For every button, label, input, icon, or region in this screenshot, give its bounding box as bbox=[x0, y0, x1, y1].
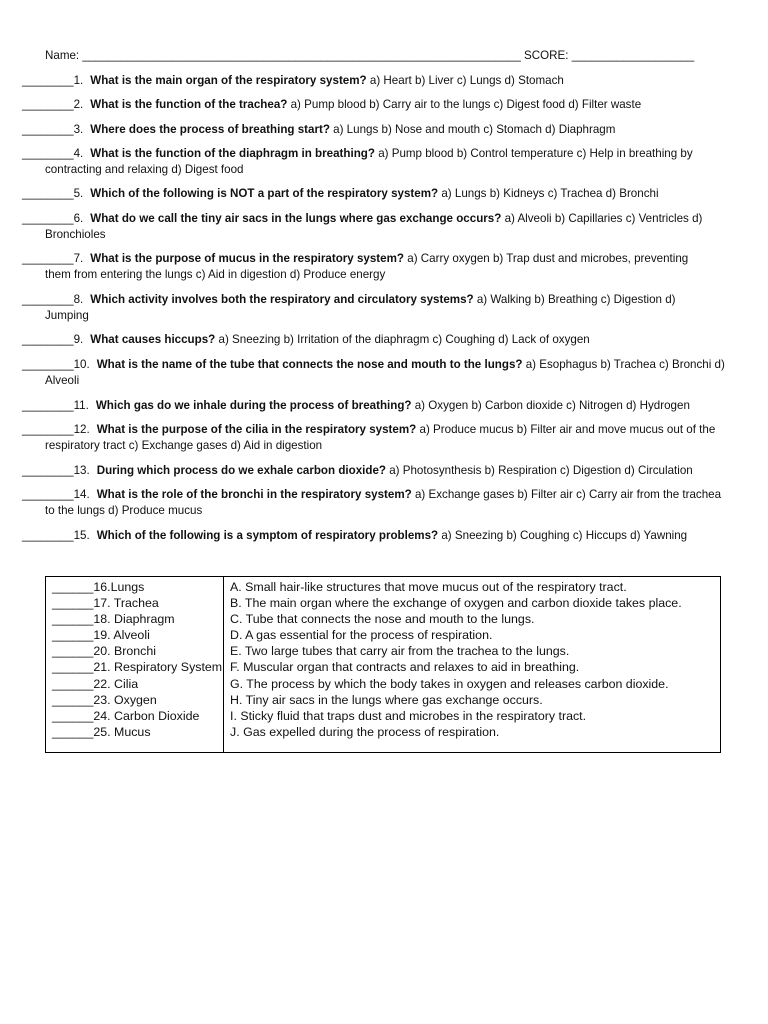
question-text: What is the purpose of mucus in the respiratory system? bbox=[90, 252, 405, 265]
question-number: 11. bbox=[73, 399, 89, 412]
answer-blank: ________ bbox=[22, 187, 74, 200]
question-item bbox=[22, 73, 750, 89]
answer-options-continued: them from entering the lungs c) Aid in digestion d) Produce energy bbox=[45, 267, 386, 281]
answer-options: a) Walking b) Breathing c) Digestion d) bbox=[476, 293, 676, 306]
matching-term: ______24. Carbon Dioxide bbox=[52, 708, 200, 723]
matching-definition: J. Gas expelled during the process of respiration. bbox=[230, 724, 500, 739]
answer-options: a) Photosynthesis b) Respiration c) Digestion d) Circulation bbox=[389, 464, 693, 477]
question-item bbox=[22, 487, 750, 518]
question-text: Which activity involves both the respiratory and circulatory systems? bbox=[90, 293, 474, 306]
answer-blank: ________ bbox=[22, 529, 74, 542]
answer-blank: ________ bbox=[22, 74, 74, 87]
matching-term: ______17. Trachea bbox=[52, 596, 159, 611]
question-item bbox=[22, 463, 750, 479]
answer-blank: ________ bbox=[22, 252, 74, 265]
question-number: 5. bbox=[73, 187, 84, 200]
matching-definition: B. The main organ where the exchange of oxygen and carbon dioxide takes place. bbox=[230, 596, 682, 611]
question-number: 13. bbox=[73, 464, 90, 477]
question-text: Which gas do we inhale during the process of breathing? bbox=[95, 399, 412, 412]
answer-options: a) Alveoli b) Capillaries c) Ventricles d) bbox=[504, 212, 703, 225]
matching-term: ______18. Diaphragm bbox=[52, 612, 175, 627]
answer-options-continued: Alveoli bbox=[45, 373, 80, 387]
matching-term: ______16.Lungs bbox=[52, 580, 145, 594]
question-text: What is the purpose of the cilia in the respiratory system? bbox=[96, 423, 417, 436]
answer-options: a) Exchange gases b) Filter air c) Carry air from the trachea bbox=[414, 488, 722, 501]
matching-term: ______20. Bronchi bbox=[52, 644, 157, 659]
answer-blank: ________ bbox=[22, 399, 74, 412]
question-number: 12. bbox=[73, 423, 90, 436]
question-text: What causes hiccups? bbox=[90, 333, 216, 346]
question-number: 4. bbox=[73, 147, 84, 160]
answer-blank: ________ bbox=[22, 333, 74, 346]
answer-blank: ________ bbox=[22, 98, 74, 111]
question-text: What is the function of the trachea? bbox=[90, 98, 288, 111]
question-text: Which of the following is NOT a part of the respiratory system? bbox=[90, 187, 439, 200]
question-number: 6. bbox=[73, 212, 84, 225]
question-text: What is the name of the tube that connects the nose and mouth to the lungs? bbox=[96, 358, 523, 371]
answer-blank: ________ bbox=[22, 212, 74, 225]
answer-options: a) Pump blood b) Carry air to the lungs c) Digest food d) Filter waste bbox=[290, 98, 642, 111]
question-text: Which of the following is a symptom of respiratory problems? bbox=[96, 529, 439, 542]
answer-blank: ________ bbox=[22, 147, 74, 160]
matching-definition: G. The process by which the body takes in oxygen and releases carbon dioxide. bbox=[230, 676, 669, 691]
question-item bbox=[22, 332, 750, 348]
question-item bbox=[22, 97, 750, 113]
answer-options: a) Esophagus b) Trachea c) Bronchi d) bbox=[525, 358, 725, 371]
matching-term: ______19. Alveoli bbox=[52, 628, 150, 643]
answer-options-continued: to the lungs d) Produce mucus bbox=[45, 503, 203, 517]
question-item bbox=[22, 357, 750, 388]
question-number: 3. bbox=[73, 123, 84, 136]
answer-blank: ________ bbox=[22, 488, 74, 501]
answer-blank: ________ bbox=[22, 358, 74, 371]
question-text: What do we call the tiny air sacs in the lungs where gas exchange occurs? bbox=[90, 212, 502, 225]
answer-options-continued: respiratory tract c) Exchange gases d) Aid in digestion bbox=[45, 438, 323, 452]
question-text: What is the main organ of the respiratory system? bbox=[90, 74, 367, 87]
matching-definition: D. A gas essential for the process of respiration. bbox=[230, 628, 493, 643]
question-item bbox=[22, 422, 750, 453]
question-item bbox=[22, 292, 750, 323]
answer-options-continued: contracting and relaxing d) Digest food bbox=[45, 162, 244, 176]
question-text: What is the role of the bronchi in the respiratory system? bbox=[96, 488, 412, 501]
question-number: 10. bbox=[73, 358, 90, 371]
question-item bbox=[22, 211, 750, 242]
question-item bbox=[22, 251, 750, 282]
answer-blank: ________ bbox=[22, 423, 74, 436]
matching-definition: E. Two large tubes that carry air from the trachea to the lungs. bbox=[230, 644, 570, 659]
answer-options: a) Oxygen b) Carbon dioxide c) Nitrogen d) Hydrogen bbox=[414, 399, 690, 412]
answer-options: a) Lungs b) Kidneys c) Trachea d) Bronchi bbox=[441, 187, 659, 200]
matching-definition: C. Tube that connects the nose and mouth to the lungs. bbox=[230, 612, 535, 627]
answer-options: a) Produce mucus b) Filter air and move mucus out of the bbox=[419, 423, 716, 436]
matching-definition: I. Sticky fluid that traps dust and microbes in the respiratory tract. bbox=[230, 708, 587, 723]
question-number: 15. bbox=[73, 529, 90, 542]
matching-definition: F. Muscular organ that contracts and relaxes to aid in breathing. bbox=[230, 660, 580, 675]
matching-term: ______21. Respiratory System bbox=[52, 660, 223, 675]
question-number: 14. bbox=[73, 488, 90, 501]
question-number: 8. bbox=[73, 293, 84, 306]
question-item bbox=[22, 528, 750, 544]
answer-blank: ________ bbox=[22, 293, 74, 306]
question-number: 2. bbox=[73, 98, 84, 111]
answer-options-continued: Jumping bbox=[45, 308, 89, 322]
matching-term: ______25. Mucus bbox=[52, 724, 151, 739]
definitions-column bbox=[230, 579, 730, 740]
matching-term: ______23. Oxygen bbox=[52, 692, 157, 707]
terms-column bbox=[52, 579, 227, 740]
question-item bbox=[22, 122, 750, 138]
answer-options: a) Heart b) Liver c) Lungs d) Stomach bbox=[369, 74, 564, 87]
question-number: 1. bbox=[73, 74, 84, 87]
answer-options: a) Carry oxygen b) Trap dust and microbes, preventing bbox=[407, 252, 689, 265]
answer-blank: ________ bbox=[22, 123, 74, 136]
answer-options: a) Pump blood b) Control temperature c) Help in breathing by bbox=[378, 147, 693, 160]
name-score-line: Name: ____________________________________________________________________ SCORE: ___________________ bbox=[45, 49, 695, 62]
question-item bbox=[22, 186, 750, 202]
answer-options: a) Sneezing b) Coughing c) Hiccups d) Yawning bbox=[441, 529, 688, 542]
answer-options: a) Lungs b) Nose and mouth c) Stomach d) Diaphragm bbox=[333, 123, 616, 136]
question-item bbox=[22, 398, 750, 414]
matching-definition: H. Tiny air sacs in the lungs where gas exchange occurs. bbox=[230, 692, 543, 707]
question-text: During which process do we exhale carbon dioxide? bbox=[96, 464, 386, 477]
answer-blank: ________ bbox=[22, 464, 74, 477]
answer-options-continued: Bronchioles bbox=[45, 227, 106, 241]
question-item bbox=[22, 146, 750, 177]
answer-options: a) Sneezing b) Irritation of the diaphragm c) Coughing d) Lack of oxygen bbox=[218, 333, 590, 346]
question-number: 7. bbox=[73, 252, 84, 265]
matching-definition: A. Small hair-like structures that move mucus out of the respiratory tract. bbox=[230, 580, 627, 594]
question-text: Where does the process of breathing start? bbox=[90, 123, 330, 136]
matching-term: ______22. Cilia bbox=[52, 676, 139, 691]
question-text: What is the function of the diaphragm in breathing? bbox=[90, 147, 375, 160]
matching-table bbox=[45, 576, 721, 753]
question-number: 9. bbox=[73, 333, 84, 346]
